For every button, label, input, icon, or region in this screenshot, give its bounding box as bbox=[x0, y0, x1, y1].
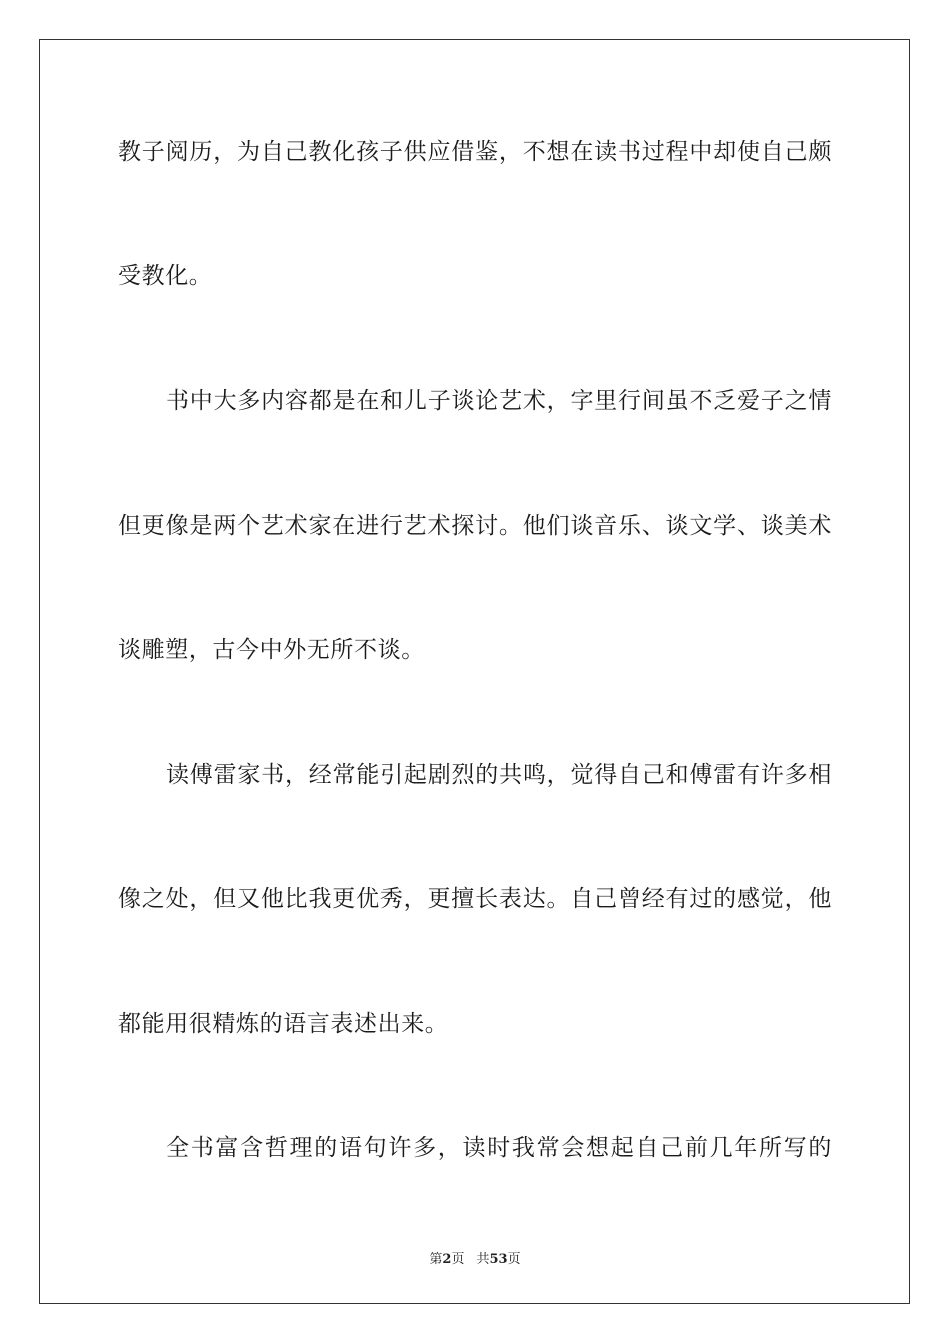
text-line: 谈雕塑，古今中外无所不谈。 bbox=[118, 637, 425, 663]
page-suffix: 页 bbox=[451, 1252, 465, 1267]
total-prefix: 共 bbox=[476, 1252, 490, 1267]
text-line: 但更像是两个艺术家在进行艺术探讨。他们谈音乐、谈文学、谈美术 bbox=[118, 513, 832, 539]
text-line: 书中大多内容都是在和儿子谈论艺术，字里行间虽不乏爱子之情 bbox=[166, 388, 832, 414]
text-line: 受教化。 bbox=[118, 263, 213, 289]
text-line: 像之处，但又他比我更优秀，更擅长表达。自己曾经有过的感觉，他 bbox=[118, 886, 832, 912]
page-prefix: 第 bbox=[429, 1252, 443, 1267]
text-line: 全书富含哲理的语句许多，读时我常会想起自己前几年所写的 bbox=[166, 1135, 832, 1161]
text-line: 读傅雷家书，经常能引起剧烈的共鸣，觉得自己和傅雷有许多相 bbox=[166, 762, 832, 788]
page-footer bbox=[0, 1248, 950, 1267]
page-number: 2 bbox=[442, 1252, 452, 1267]
total-suffix: 页 bbox=[507, 1252, 521, 1267]
total-pages: 53 bbox=[489, 1252, 508, 1267]
page-border bbox=[39, 39, 910, 1304]
text-line: 都能用很精炼的语言表述出来。 bbox=[118, 1011, 449, 1037]
text-line: 教子阅历，为自己教化孩子供应借鉴，不想在读书过程中却使自己颇 bbox=[118, 139, 832, 165]
